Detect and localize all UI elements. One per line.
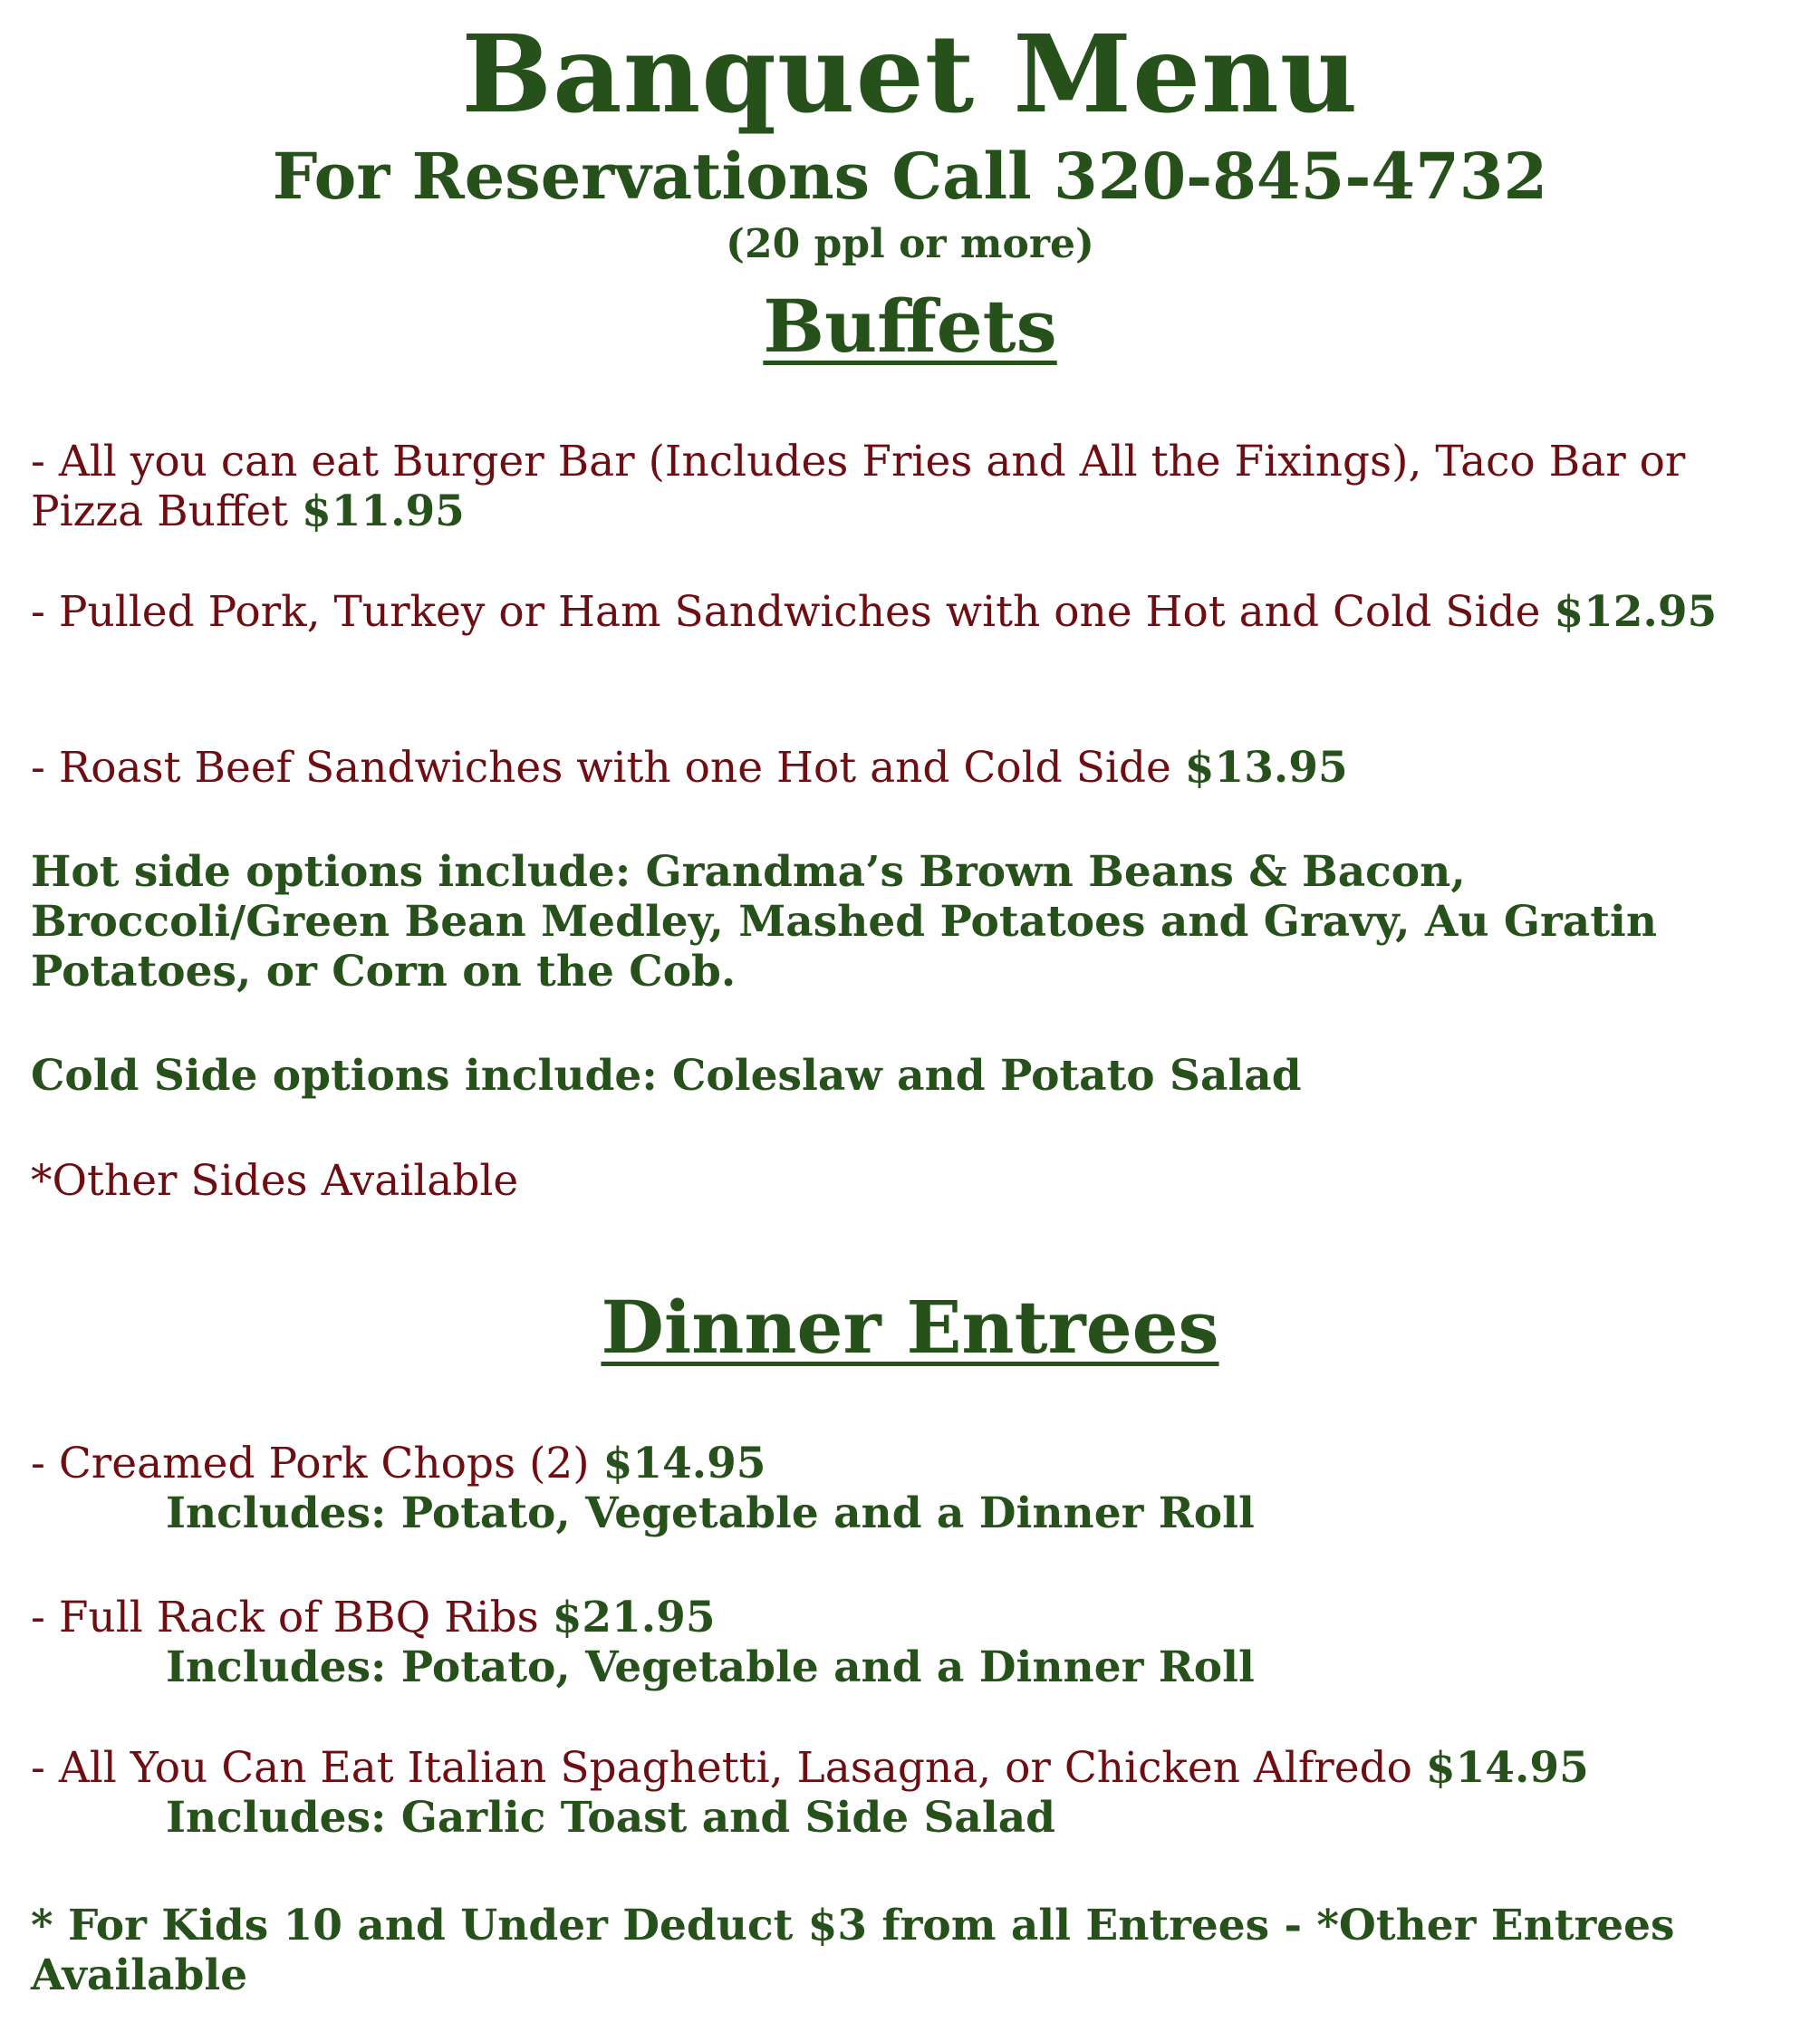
kids-footnote: * For Kids 10 and Under Deduct $3 from all Entrees - *Other Entrees Available <box>31 1901 1675 2000</box>
entree-item <box>31 1439 1797 1488</box>
buffet-item-text: - All you can eat Burger Bar (Includes Fries and All the Fixings), Taco Bar or Pizza Buffet <box>31 437 1686 536</box>
entree-item-text: - Full Rack of BBQ Ribs <box>31 1593 539 1642</box>
cold-side-options: Cold Side options include: Coleslaw and Potato Salad <box>31 1051 1302 1101</box>
buffet-item-price: $13.95 <box>1184 743 1348 793</box>
reservations-line: For Reservations Call 320-845-4732 <box>272 139 1548 214</box>
entree-includes: Includes: Potato, Vegetable and a Dinner Roll <box>166 1642 1255 1692</box>
page-title: Banquet Menu <box>461 11 1359 137</box>
other-sides-note: *Other Sides Available <box>31 1156 519 1206</box>
buffet-item-text: - Roast Beef Sandwiches with one Hot and Cold Side <box>31 743 1171 793</box>
entree-item-price: $21.95 <box>552 1593 716 1642</box>
entree-item-price: $14.95 <box>602 1439 766 1488</box>
buffet-item-price: $12.95 <box>1554 587 1718 637</box>
entree-item-text: - All You Can Eat Italian Spaghetti, Lasagna, or Chicken Alfredo <box>31 1743 1412 1793</box>
entree-includes: Includes: Garlic Toast and Side Salad <box>166 1793 1056 1843</box>
entree-item <box>31 1593 1797 1642</box>
buffet-item <box>31 587 1797 637</box>
hot-side-options: Hot side options include: Grandma’s Brown Beans & Bacon, Broccoli/Green Bean Medley, Mashed Potatoes and Gravy, Au Gratin Potatoes, or Corn on the Cob. <box>31 847 1657 997</box>
entree-includes: Includes: Potato, Vegetable and a Dinner Roll <box>166 1488 1255 1538</box>
minimum-party-note: (20 ppl or more) <box>726 221 1094 267</box>
buffet-item-price: $11.95 <box>302 486 465 536</box>
buffet-item-text: - Pulled Pork, Turkey or Ham Sandwiches with one Hot and Cold Side <box>31 587 1541 637</box>
buffets-heading: Buffets <box>763 284 1057 369</box>
dinner-entrees-heading: Dinner Entrees <box>601 1285 1219 1370</box>
entree-item <box>31 1743 1797 1793</box>
buffet-item <box>31 743 1797 793</box>
buffet-item <box>31 437 1797 536</box>
entree-item-price: $14.95 <box>1425 1743 1589 1793</box>
entree-item-text: - Creamed Pork Chops (2) <box>31 1439 590 1488</box>
